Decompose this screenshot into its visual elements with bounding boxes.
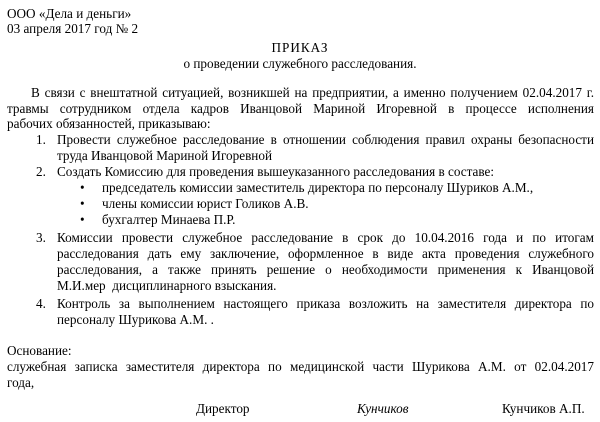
- list-item-text: Провести служебное расследование в отношении соблюдения правил охраны безопасности: [57, 132, 594, 147]
- list-item-number: 3.: [36, 230, 46, 245]
- basis-text: служебная записка заместителя директора по медицинской части Шурикова А.М. от 02.04.2017: [7, 359, 594, 374]
- list-item-text: персоналу Шурикова А.М. .: [57, 312, 214, 327]
- commission-member: бухгалтер Минаева П.Р.: [102, 212, 236, 227]
- intro-line-1: В связи с внештатной ситуацией, возникшей на предприятии, а именно получением 02.04.2017 г.: [31, 85, 594, 100]
- list-item-number: 2.: [36, 164, 46, 179]
- order-date-number: 03 апреля 2017 год № 2: [7, 21, 139, 36]
- list-item-text: расследования дать ему заключение, оформленное в виде акта проведения служебного: [57, 246, 594, 261]
- list-item-number: 4.: [36, 296, 46, 311]
- list-item-text: Создать Комиссию для проведения вышеуказанного расследования в составе:: [57, 164, 495, 179]
- intro-line-3: рабочих обязанностей, приказываю:: [7, 116, 211, 131]
- bullet-icon: •: [80, 180, 85, 195]
- document-title: ПРИКАЗ: [271, 40, 329, 55]
- list-item-text: Контроль за выполнением настоящего приказа возложить на заместителя директора по: [57, 296, 594, 311]
- basis-label: Основание:: [7, 343, 72, 358]
- signature-name: Кунчиков А.П.: [502, 401, 585, 416]
- list-item-text: Комиссии провести служебное расследование в срок до 10.04.2016 года и по итогам: [57, 230, 594, 245]
- list-item-number: 1.: [36, 132, 46, 147]
- list-item-text: расследования, а также принять решение о необходимости применения к Иванцовой: [57, 262, 594, 277]
- commission-member: председатель комиссии заместитель директора по персоналу Шуриков А.М.,: [102, 180, 534, 195]
- document-subtitle: о проведении служебного расследования.: [183, 56, 417, 71]
- bullet-icon: •: [80, 212, 85, 227]
- intro-line-2: травмы сотрудником отдела кадров Иванцовой Мариной Игоревной в процессе исполнения: [7, 100, 594, 116]
- signature-handwritten: Кунчиков: [357, 401, 409, 416]
- basis-text: года,: [7, 375, 35, 390]
- bullet-icon: •: [80, 196, 85, 211]
- signature-role: Директор: [196, 401, 250, 416]
- commission-member: члены комиссии юрист Голиков А.В.: [102, 196, 309, 211]
- list-item-text: труда Иванцовой Мариной Игоревной: [57, 148, 273, 163]
- list-item-text: М.И.мер дисциплинарного взыскания.: [57, 278, 277, 293]
- organization-name: ООО «Дела и деньги»: [7, 6, 132, 21]
